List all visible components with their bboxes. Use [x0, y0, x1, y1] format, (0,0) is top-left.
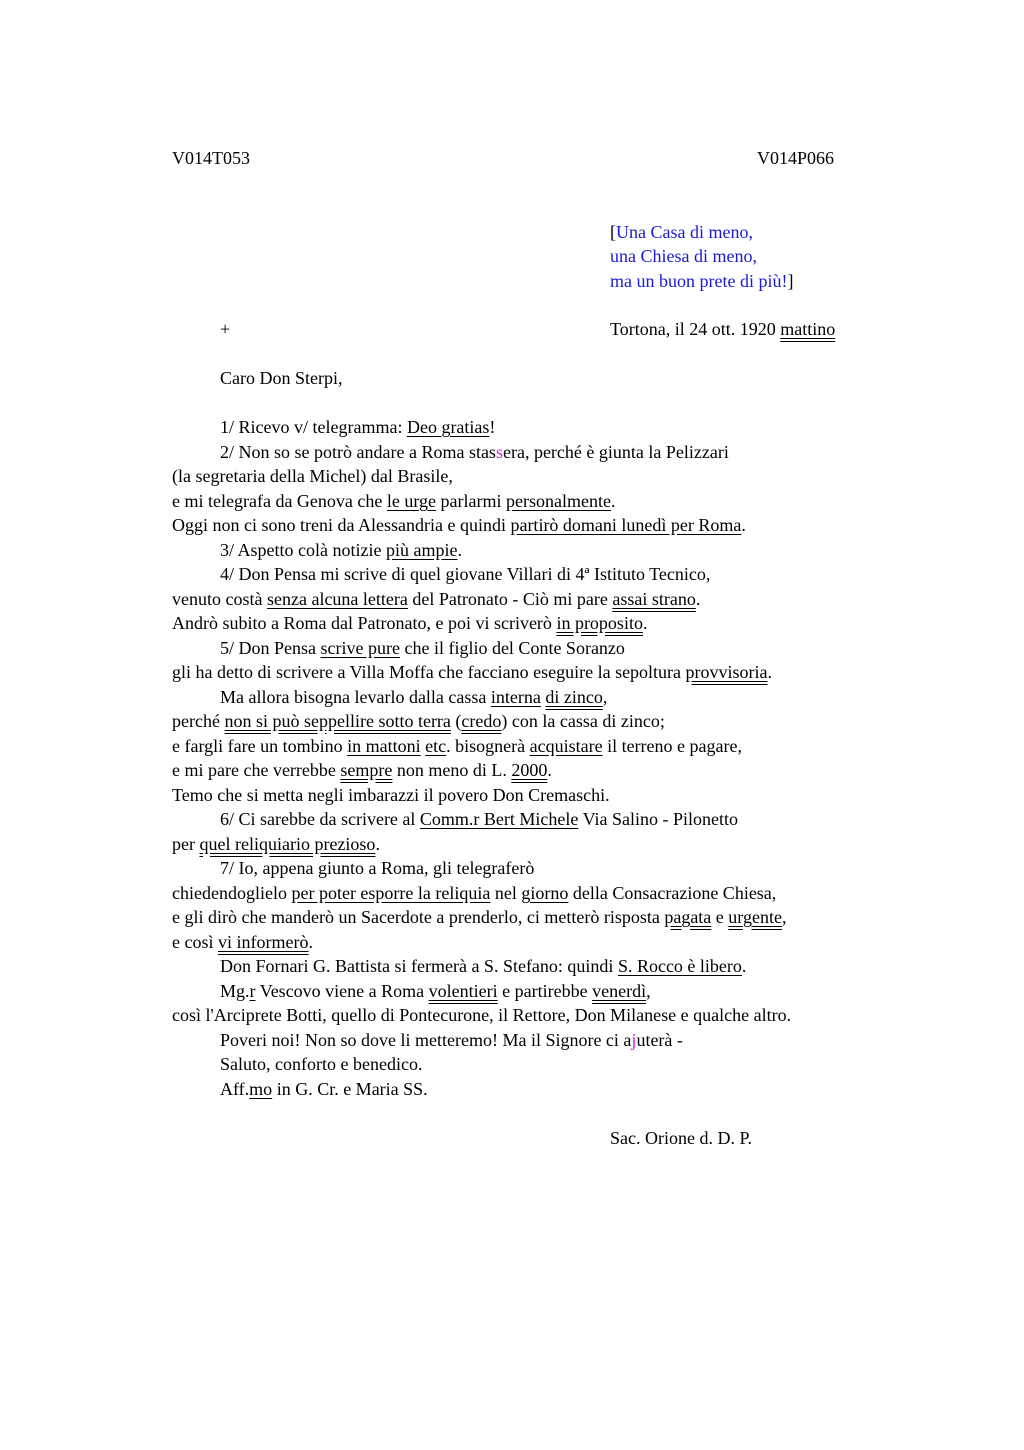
document-code-left: V014T053	[172, 148, 250, 168]
letter-line: 5/ Don Pensa scrive pure che il figlio del Conte Soranzo	[220, 638, 625, 658]
salutation: Caro Don Sterpi,	[220, 368, 343, 388]
letter-line: Oggi non ci sono treni da Alessandria e quindi partirò domani lunedì per Roma.	[172, 515, 746, 535]
place-date: Tortona, il 24 ott. 1920 mattino	[610, 319, 836, 339]
letter-line: e così vi informerò.	[172, 932, 313, 952]
letter-line: Aff.mo in G. Cr. e Maria SS.	[220, 1079, 428, 1099]
letter-line: Mg.r Vescovo viene a Roma volentieri e partirebbe venerdì,	[220, 981, 651, 1001]
letter-line: chiedendoglielo per poter esporre la reliquia nel giorno della Consacrazione Chiesa,	[172, 883, 777, 903]
letter-line: Saluto, conforto e benedico.	[220, 1054, 423, 1074]
letter-line: per quel reliquiario prezioso.	[172, 834, 380, 854]
epigraph-line-1: [Una Casa di meno,	[610, 222, 753, 242]
letter-line: 2/ Non so se potrò andare a Roma stassera, perché è giunta la Pelizzari	[220, 442, 729, 462]
cross-mark: +	[220, 319, 231, 339]
letter-line: Poveri noi! Non so dove li metteremo! Ma il Signore ci ajuterà -	[220, 1030, 683, 1050]
letter-line: Temo che si metta negli imbarazzi il povero Don Cremaschi.	[172, 785, 610, 805]
letter-line: così l'Arciprete Botti, quello di Pontecurone, il Rettore, Don Milanese e qualche altro.	[172, 1005, 792, 1025]
letter-line: venuto costà senza alcuna lettera del Patronato - Ciò mi pare assai strano.	[172, 589, 701, 609]
letter-line: 3/ Aspetto colà notizie più ampie.	[220, 540, 462, 560]
letter-line: 7/ Io, appena giunto a Roma, gli telegraferò	[220, 858, 535, 878]
letter-line: e fargli fare un tombino in mattoni etc. bisognerà acquistare il terreno e pagare,	[172, 736, 742, 756]
letter-line: Ma allora bisogna levarlo dalla cassa interna di zinco,	[220, 687, 608, 707]
letter-line: e gli dirò che manderò un Sacerdote a prenderlo, ci metterò risposta pagata e urgente,	[172, 907, 787, 927]
letter-line: 1/ Ricevo v/ telegramma: Deo gratias!	[220, 417, 496, 437]
letter-line: e mi pare che verrebbe sempre non meno di L. 2000.	[172, 760, 552, 780]
epigraph-line-2: una Chiesa di meno,	[610, 246, 757, 266]
letter-line: Don Fornari G. Battista si fermerà a S. Stefano: quindi S. Rocco è libero.	[220, 956, 747, 976]
epigraph-line-3: ma un buon prete di più!]	[610, 271, 794, 291]
signature: Sac. Orione d. D. P.	[610, 1128, 752, 1148]
letter-line: perché non si può seppellire sotto terra (credo) con la cassa di zinco;	[172, 711, 665, 731]
letter-line: e mi telegrafa da Genova che le urge parlarmi personalmente.	[172, 491, 616, 511]
letter-line: gli ha detto di scrivere a Villa Moffa che facciano eseguire la sepoltura provvisoria.	[172, 662, 773, 682]
document-code-right: V014P066	[757, 148, 835, 168]
letter-line: 4/ Don Pensa mi scrive di quel giovane Villari di 4ª Istituto Tecnico,	[220, 564, 711, 584]
letter-line: Andrò subito a Roma dal Patronato, e poi vi scriverò in proposito.	[172, 613, 648, 633]
letter-line: (la segretaria della Michel) dal Brasile,	[172, 466, 453, 486]
letter-line: 6/ Ci sarebbe da scrivere al Comm.r Bert Michele Via Salino - Pilonetto	[220, 809, 738, 829]
